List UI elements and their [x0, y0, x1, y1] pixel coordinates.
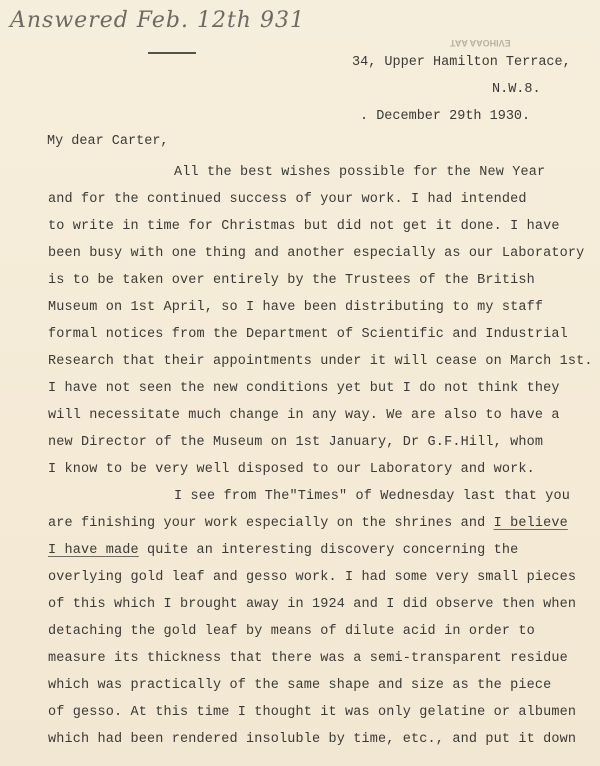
body-line: [48, 516, 568, 531]
body-line: [48, 543, 518, 558]
body-line: which was practically of the same shape and size as the piece: [48, 678, 552, 693]
body-line: Museum on 1st April, so I have been distributing to my staff: [48, 300, 544, 315]
body-line: of gesso. At this time I thought it was only gelatine or albumen: [48, 705, 577, 720]
address-line-1: 34, Upper Hamilton Terrace,: [352, 55, 571, 70]
body-line: which had been rendered insoluble by time, etc., and put it down: [48, 732, 577, 747]
underlined-text: I have made: [48, 543, 139, 558]
body-line: I see from The"Times" of Wednesday last that you: [174, 489, 571, 504]
body-line: overlying gold leaf and gesso work. I had some very small pieces: [48, 570, 577, 585]
body-line: measure its thickness that there was a semi-transparent residue: [48, 651, 568, 666]
handwritten-annotation: Answered Feb. 12th 931: [10, 8, 305, 33]
body-line: I have not seen the new conditions yet but I do not think they: [48, 381, 560, 396]
body-text: quite an interesting discovery concerning the: [138, 543, 519, 558]
body-line: will necessitate much change in any way. We are also to have a: [48, 408, 560, 423]
address-line-2: N.W.8.: [492, 82, 541, 97]
body-line: been busy with one thing and another especially as our Laboratory: [48, 246, 585, 261]
salutation: My dear Carter,: [47, 134, 169, 149]
archive-stamp: EVIHOAA AAT: [450, 38, 511, 48]
body-line: All the best wishes possible for the New Year: [174, 165, 546, 180]
body-line: Research that their appointments under it will cease on March 1st.: [48, 354, 593, 369]
body-line: new Director of the Museum on 1st January, Dr G.F.Hill, whom: [48, 435, 544, 450]
body-line: detaching the gold leaf by means of dilute acid in order to: [48, 624, 535, 639]
body-line: formal notices from the Department of Scientific and Industrial: [48, 327, 568, 342]
body-line: to write in time for Christmas but did not get it done. I have: [48, 219, 560, 234]
body-line: of this which I brought away in 1924 and I did observe then when: [48, 597, 577, 612]
body-line: is to be taken over entirely by the Trustees of the British: [48, 273, 535, 288]
letter-date: . December 29th 1930.: [360, 109, 531, 124]
body-text: are finishing your work especially on the shrines and: [48, 516, 494, 531]
body-line: and for the continued success of your work. I had intended: [48, 192, 527, 207]
underlined-text: I believe: [493, 516, 568, 531]
body-line: I know to be very well disposed to our Laboratory and work.: [48, 462, 535, 477]
